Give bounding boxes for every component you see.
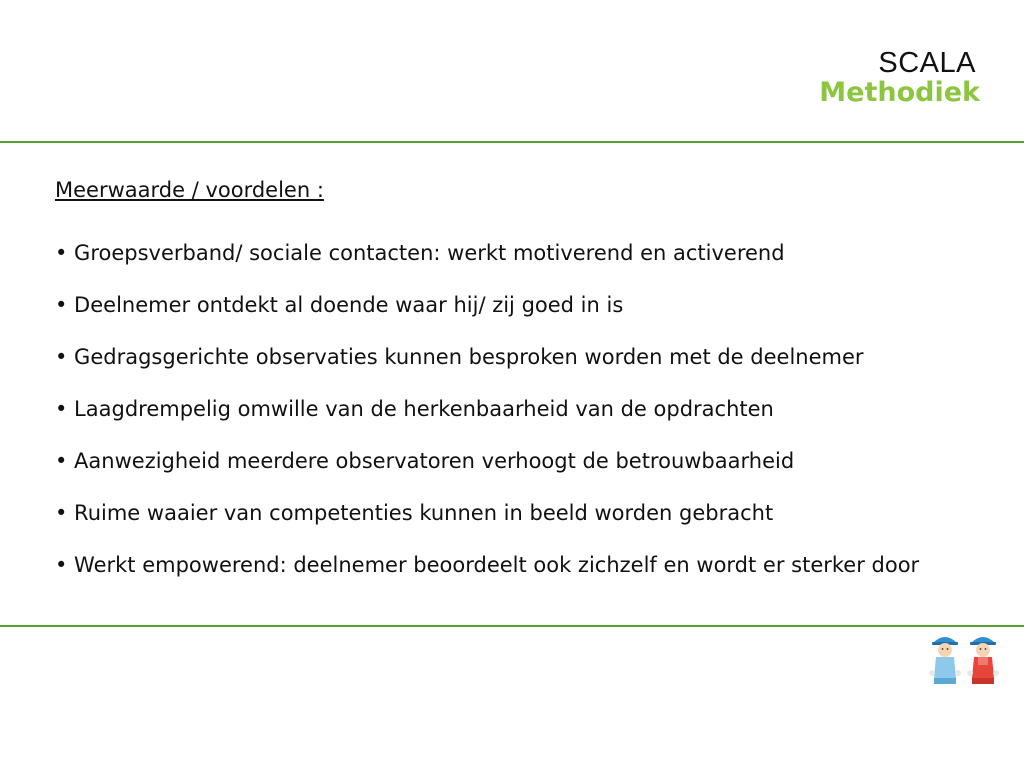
figure-blue-icon bbox=[929, 637, 961, 684]
figure-red-icon bbox=[967, 637, 999, 684]
bullet-item: • Ruime waaier van competenties kunnen in beeld worden gebracht bbox=[55, 501, 774, 525]
bullet-item: • Groepsverband/ sociale contacten: werkt motiverend en activerend bbox=[55, 241, 785, 265]
playmobil-figures-icon bbox=[925, 628, 1003, 688]
bullet-item: • Aanwezigheid meerdere observatoren verhoogt de betrouwbaarheid bbox=[55, 449, 795, 473]
slide-content bbox=[55, 174, 970, 601]
bullet-item: • Werkt empowerend: deelnemer beoordeelt ook zichzelf en wordt er sterker door bbox=[55, 553, 920, 577]
top-divider bbox=[0, 141, 1024, 143]
bullet-item: • Deelnemer ontdekt al doende waar hij/ zij goed in is bbox=[55, 293, 624, 317]
logo-subtitle: Methodiek bbox=[819, 77, 980, 108]
section-heading: Meerwaarde / voordelen : bbox=[55, 178, 324, 202]
logo-title: SCALA bbox=[878, 47, 976, 79]
scala-logo bbox=[819, 47, 980, 108]
bottom-divider bbox=[0, 625, 1024, 627]
bullet-item: • Gedragsgerichte observaties kunnen besproken worden met de deelnemer bbox=[55, 345, 864, 369]
bullet-item: • Laagdrempelig omwille van de herkenbaarheid van de opdrachten bbox=[55, 397, 774, 421]
